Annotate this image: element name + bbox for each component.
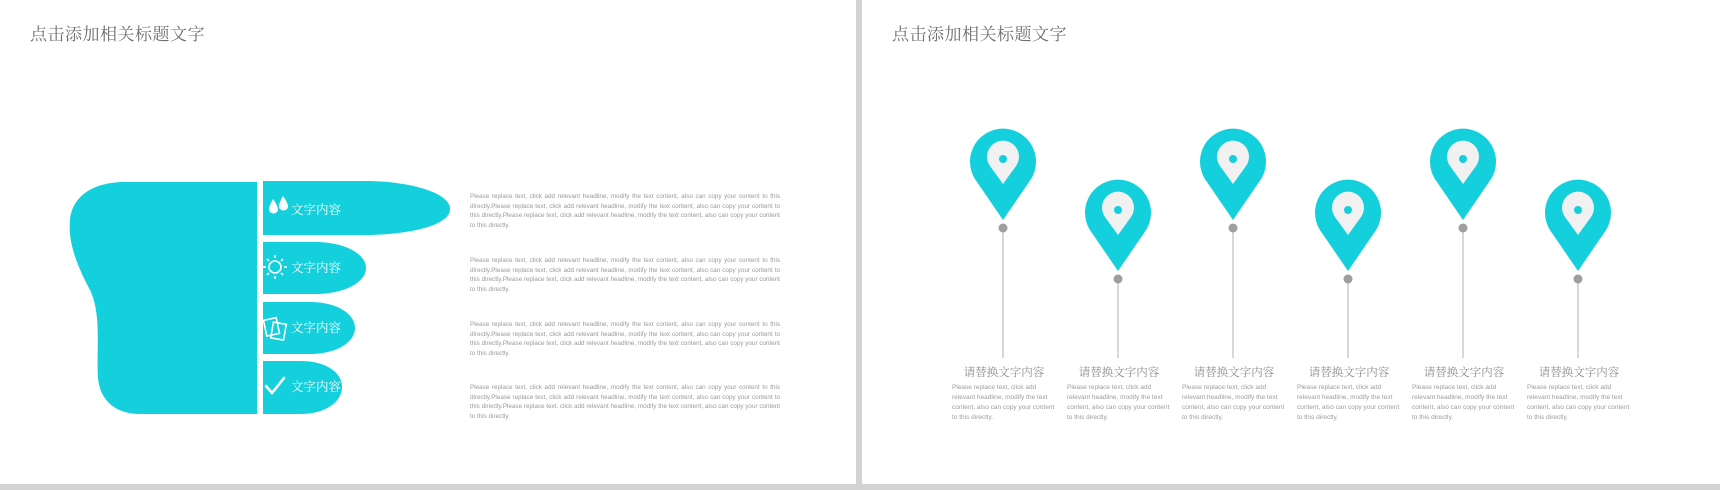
location-pin-icon[interactable] <box>1085 180 1151 271</box>
pin-item-2 <box>1067 364 1171 423</box>
pin-heading[interactable]: 请替换文字内容 <box>963 365 1045 379</box>
pin-description[interactable]: Please replace text, click add relevant headline, modify the text content, also can copy your content to this directly. <box>1067 384 1170 421</box>
connector-dot-1 <box>999 224 1008 233</box>
pin-item-5 <box>1412 364 1516 423</box>
connector-dot-2 <box>1114 275 1123 284</box>
slide-left <box>0 0 856 484</box>
pin-description[interactable]: Please replace text, click add relevant headline, modify the text content, also can copy your content to this directly. <box>1412 384 1515 421</box>
pin-description[interactable]: Please replace text, click add relevant headline, modify the text content, also can copy your content to this directly. <box>952 384 1055 421</box>
pin-item-6 <box>1527 364 1631 423</box>
paragraph-1[interactable]: Please replace text, click add relevant headline, modify the text content, also can copy your content to this directly.Please replace text, click add relevant headline, modify the text content, also can copy your content to this directly.Please replace text, click add relevant headline, modify the text content, also can copy your content to this directly. <box>470 193 780 229</box>
finger-label-2: 文字内容 <box>291 260 342 275</box>
location-pin-icon[interactable] <box>1430 129 1496 220</box>
pin-heading[interactable]: 请替换文字内容 <box>1078 365 1160 379</box>
pin-description[interactable]: Please replace text, click add relevant headline, modify the text content, also can copy your content to this directly. <box>1182 384 1285 421</box>
pin-heading[interactable]: 请替换文字内容 <box>1538 365 1620 379</box>
paragraph-3[interactable]: Please replace text, click add relevant headline, modify the text content, also can copy your content to this directly.Please replace text, click add relevant headline, modify the text content, also can copy your content to this directly.Please replace text, click add relevant headline, modify the text content, also can copy your content to this directly. <box>470 321 780 357</box>
pin-description[interactable]: Please replace text, click add relevant headline, modify the text content, also can copy your content to this directly. <box>1297 384 1400 421</box>
pin-item-3 <box>1182 364 1286 423</box>
location-pin-icon[interactable] <box>1200 129 1266 220</box>
location-pin-icon[interactable] <box>1545 180 1611 271</box>
connector-dot-3 <box>1229 224 1238 233</box>
pin-item-1 <box>952 364 1056 423</box>
connector-dot-6 <box>1574 275 1583 284</box>
slide-title[interactable]: 点击添加相关标题文字 <box>892 25 1067 45</box>
hand-palm <box>70 182 257 414</box>
location-pin-icon[interactable] <box>1315 180 1381 271</box>
finger-label-4: 文字内容 <box>291 379 342 394</box>
pin-heading[interactable]: 请替换文字内容 <box>1308 365 1390 379</box>
finger-label-3: 文字内容 <box>291 320 342 335</box>
paragraph-2[interactable]: Please replace text, click add relevant headline, modify the text content, also can copy your content to this directly.Please replace text, click add relevant headline, modify the text content, also can copy your content to this directly.Please replace text, click add relevant headline, modify the text content, also can copy your content to this directly. <box>470 257 780 293</box>
connector-dot-4 <box>1344 275 1353 284</box>
finger-label-1: 文字内容 <box>291 202 342 217</box>
pin-description[interactable]: Please replace text, click add relevant headline, modify the text content, also can copy your content to this directly. <box>1527 384 1630 421</box>
slide-title[interactable]: 点击添加相关标题文字 <box>30 25 205 45</box>
location-pin-icon[interactable] <box>970 129 1036 220</box>
pin-heading[interactable]: 请替换文字内容 <box>1423 365 1505 379</box>
pin-item-4 <box>1297 364 1401 423</box>
slide-right <box>862 0 1720 484</box>
connector-dot-5 <box>1459 224 1468 233</box>
paragraph-4[interactable]: Please replace text, click add relevant headline, modify the text content, also can copy your content to this directly.Please replace text, click add relevant headline, modify the text content, also can copy your content to this directly.Please replace text, click add relevant headline, modify the text content, also can copy your content to this directly. <box>470 384 780 420</box>
pin-heading[interactable]: 请替换文字内容 <box>1193 365 1275 379</box>
